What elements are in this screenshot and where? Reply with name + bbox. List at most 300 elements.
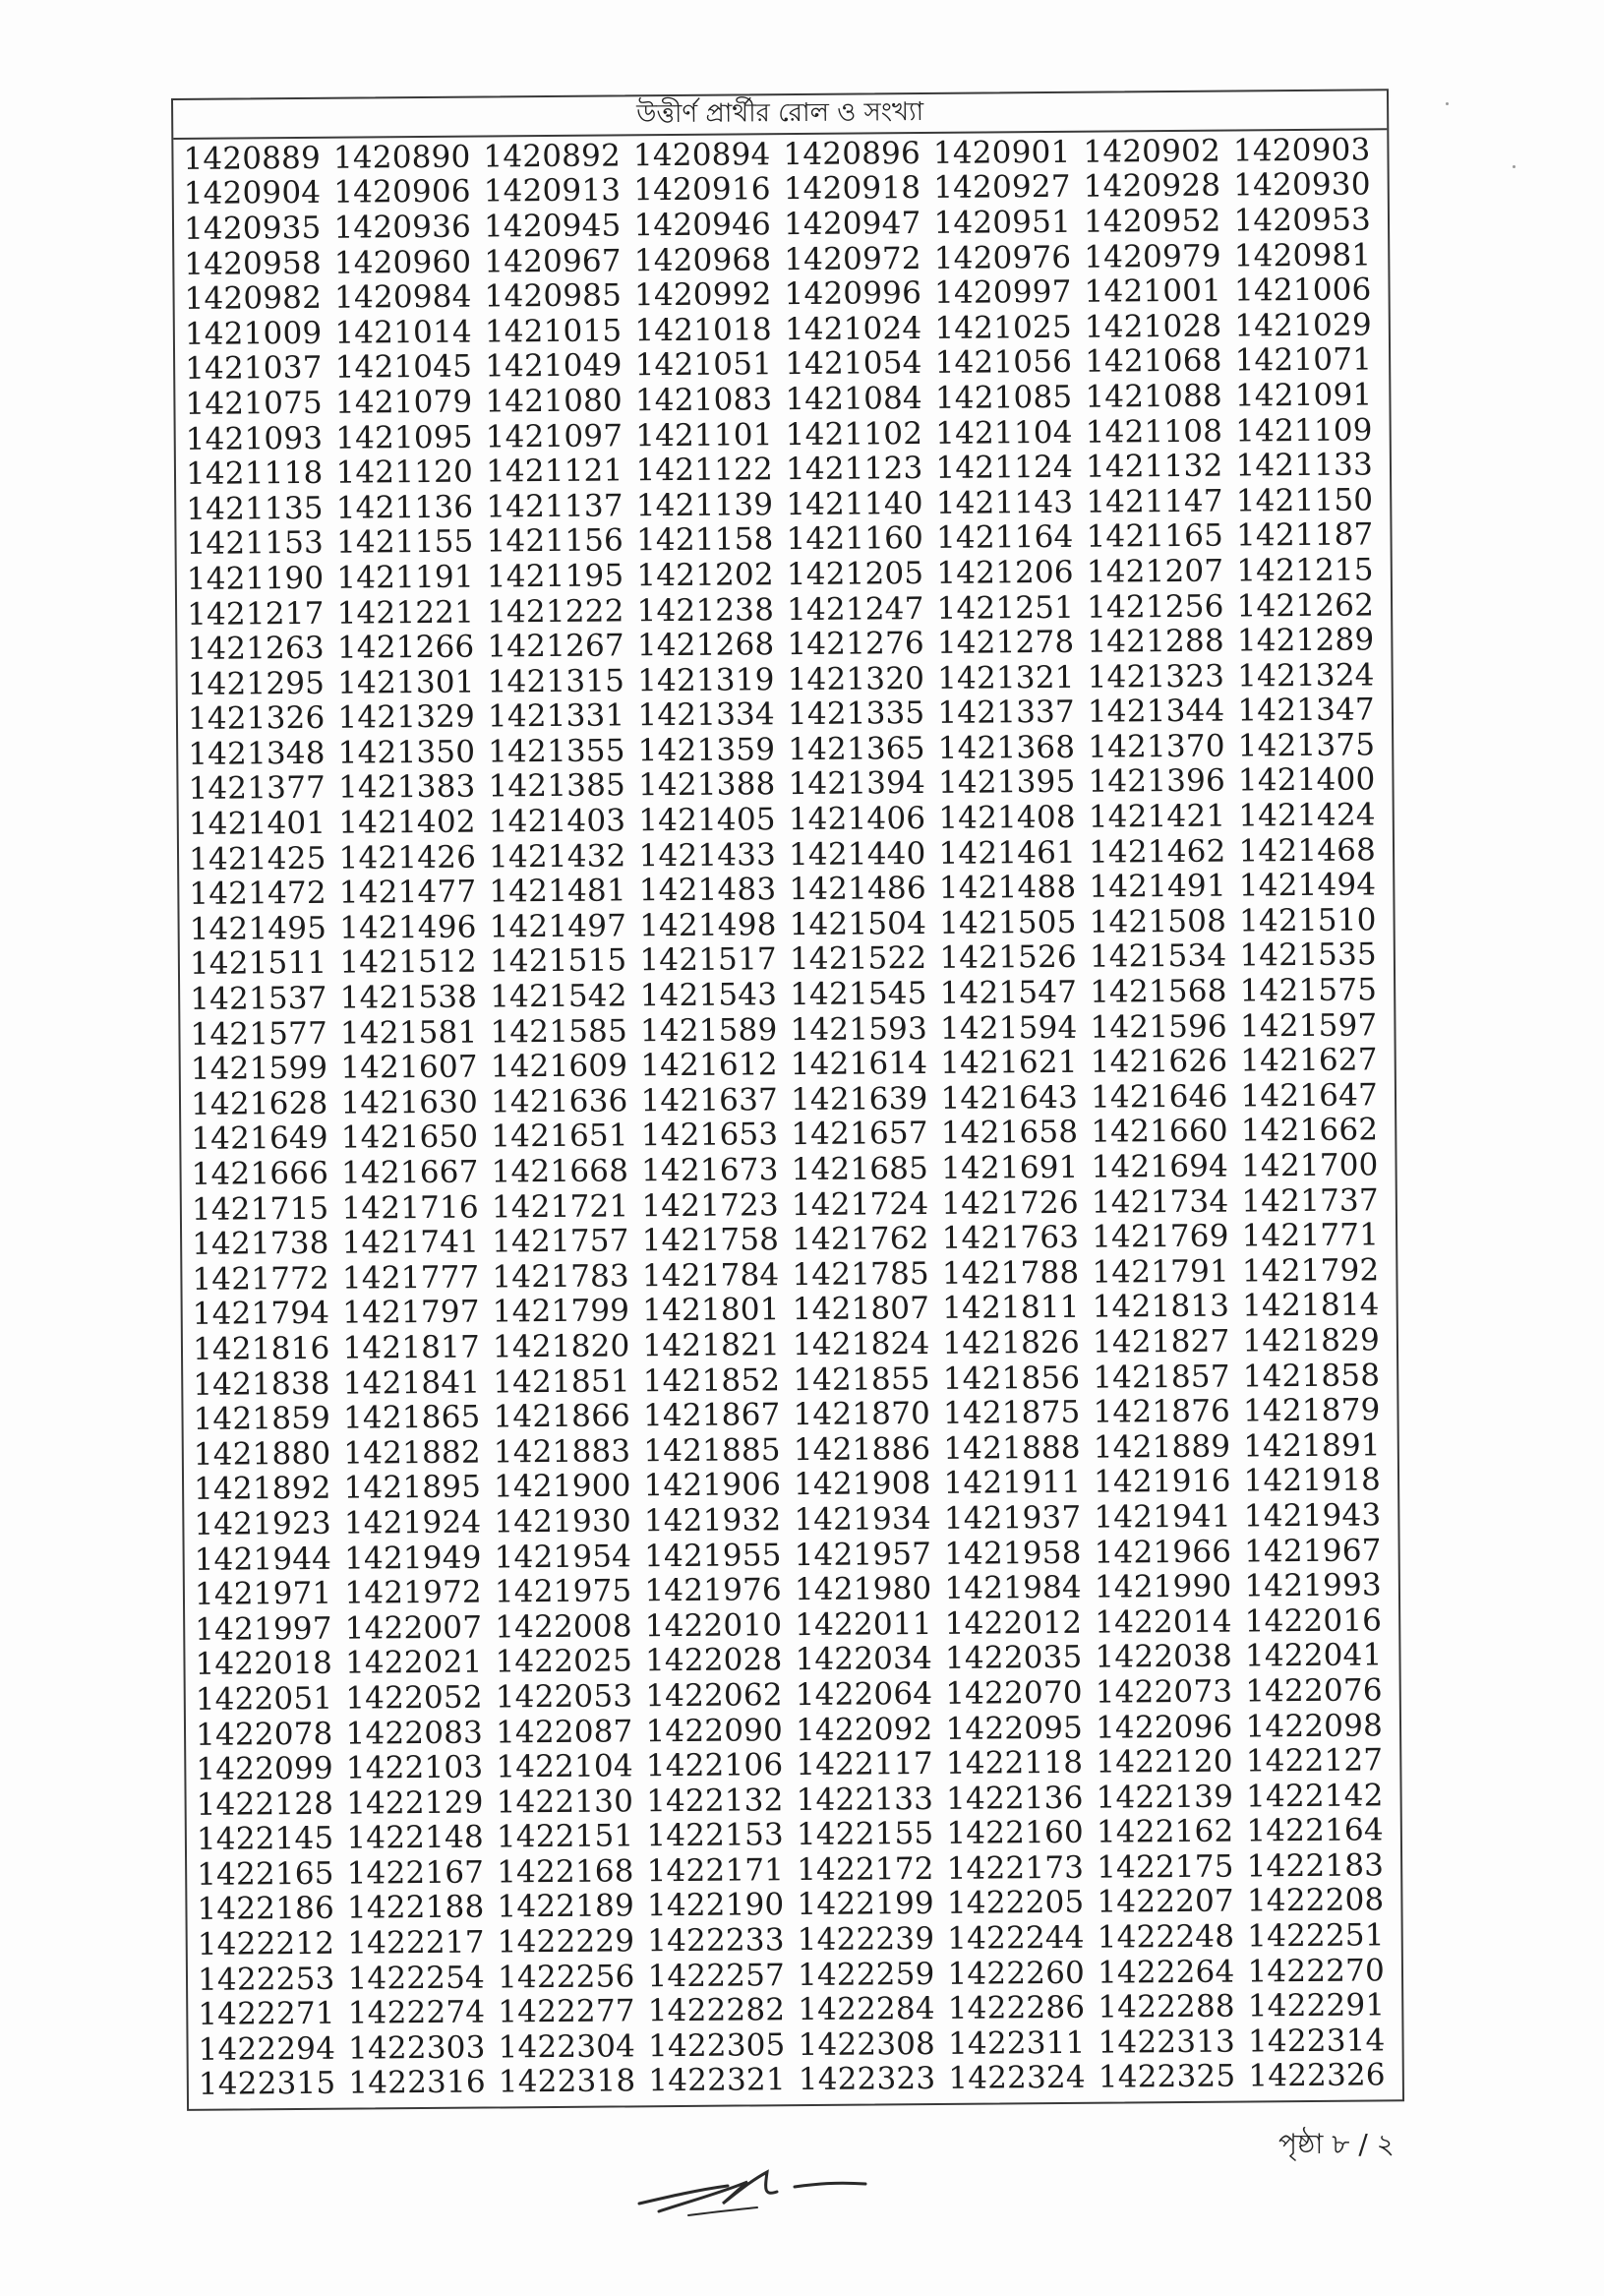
roll-number-cell: 1421326 [187,700,326,738]
roll-number-cell: 1421858 [1242,1357,1381,1395]
roll-number-cell: 1420946 [633,207,772,244]
roll-number-cell: 1421799 [492,1293,630,1330]
roll-number-cell: 1421088 [1085,378,1223,415]
roll-number-cell: 1421511 [189,945,327,983]
roll-number-cell: 1421816 [192,1330,330,1367]
roll-number-cell: 1421483 [638,872,777,909]
roll-number-cell: 1421104 [935,414,1073,452]
roll-number-cell: 1421497 [489,908,627,945]
roll-number-cell: 1421109 [1235,411,1373,450]
roll-number-cell: 1422011 [795,1605,932,1643]
roll-number-cell: 1421118 [185,454,324,493]
roll-number-cell: 1421133 [1235,447,1374,484]
roll-number-cell: 1421792 [1241,1252,1380,1290]
roll-number-cell: 1421875 [942,1394,1081,1432]
roll-number-cell: 1422018 [195,1646,333,1683]
roll-number-cell: 1421153 [186,525,325,563]
roll-number-cell: 1422286 [947,1990,1086,2027]
roll-number-cell: 1421075 [185,385,324,422]
roll-number-cell: 1421091 [1234,377,1373,414]
roll-number-cell: 1421028 [1084,308,1222,345]
roll-number-cell: 1421614 [790,1046,928,1083]
roll-number-cell: 1422117 [796,1746,933,1783]
roll-number-cell: 1421797 [342,1294,480,1332]
roll-number-cell: 1421477 [338,874,477,911]
roll-number-cell: 1421538 [339,979,478,1016]
roll-number-cell: 1422139 [1096,1779,1234,1816]
roll-number-cell: 1421980 [794,1571,932,1608]
roll-number-cell: 1422189 [497,1888,635,1925]
roll-number-cell: 1422064 [795,1675,933,1713]
roll-number-cell: 1421238 [636,591,775,629]
roll-number-cell: 1421757 [492,1223,629,1260]
roll-number-cell: 1421468 [1238,832,1377,870]
roll-number-cell: 1421051 [634,346,773,384]
roll-number-cell: 1421481 [489,873,626,910]
roll-number-cell: 1421975 [494,1573,632,1610]
roll-number-cell: 1421769 [1091,1218,1229,1255]
roll-number-cell: 1420992 [633,276,772,314]
roll-number-cell: 1421636 [490,1083,628,1120]
roll-number-cell: 1420901 [932,134,1071,171]
roll-number-cell: 1421488 [938,870,1077,907]
roll-number-cell: 1421324 [1237,657,1375,695]
roll-number-cell: 1421140 [786,485,923,522]
roll-number-cell: 1421512 [339,944,478,982]
roll-number-cell: 1421347 [1237,692,1376,729]
roll-number-cell: 1421135 [186,490,324,527]
roll-number-cell: 1420976 [933,239,1072,276]
roll-number-cell: 1422291 [1247,1987,1386,2024]
roll-number-cell: 1421627 [1240,1042,1378,1079]
roll-number-cell: 1421972 [344,1574,483,1611]
roll-number-cell: 1421716 [341,1189,479,1227]
roll-number-cell: 1422172 [797,1850,934,1888]
roll-number-cell: 1421425 [188,840,327,877]
roll-number-cell: 1420951 [933,204,1072,241]
roll-number-cell: 1422129 [345,1784,484,1822]
roll-number-cell: 1421724 [791,1185,929,1223]
roll-number-cell: 1422325 [1098,2059,1236,2096]
roll-number-cell: 1421335 [787,695,925,733]
roll-number-cell: 1422316 [348,2065,486,2102]
roll-number-cell: 1421395 [937,764,1076,802]
roll-number-cell: 1421120 [335,453,474,491]
roll-number-cell: 1422256 [497,1959,635,1996]
roll-number-cell: 1421515 [489,942,627,980]
roll-number-cell: 1422253 [197,1961,335,1998]
roll-number-cell: 1420981 [1233,236,1372,274]
roll-number-cell: 1421612 [640,1047,778,1084]
roll-number-cell: 1421542 [490,978,627,1015]
roll-number-cell: 1421783 [492,1258,630,1296]
roll-number-cell: 1422257 [647,1957,786,1994]
roll-number-cell: 1422021 [344,1644,483,1681]
roll-number-cell: 1421084 [785,380,923,418]
table-title: উত্তীর্ণ প্রার্থীর রোল ও সংখ্যা [173,91,1387,140]
roll-number-cell: 1422239 [797,1921,935,1959]
roll-number-cell: 1421266 [336,629,475,666]
roll-number-cell: 1421191 [336,559,474,596]
roll-number-cell: 1421505 [938,904,1077,941]
roll-number-cell: 1421785 [792,1255,930,1293]
roll-number-cell: 1421068 [1084,342,1222,381]
roll-number-cell: 1421923 [194,1505,331,1542]
roll-number-cell: 1421852 [642,1361,781,1399]
roll-number-cell: 1421071 [1234,341,1373,379]
roll-number-cell: 1421867 [642,1397,781,1434]
roll-number-cell: 1422073 [1095,1673,1233,1711]
scan-speck [1446,102,1449,105]
roll-number-cell: 1421495 [189,910,327,947]
roll-number-cell: 1422133 [796,1781,934,1818]
roll-number-cell: 1422028 [644,1642,783,1679]
roll-number-cell: 1421202 [636,557,774,594]
roll-number-cell: 1421301 [337,664,475,701]
roll-number-cell: 1421892 [193,1471,331,1508]
roll-number-cell: 1422076 [1245,1672,1383,1710]
roll-number-cell: 1422229 [497,1923,635,1961]
roll-number-grid [183,132,1398,2102]
roll-number-cell: 1421331 [487,697,625,735]
roll-number-cell: 1421794 [192,1296,330,1333]
roll-number-cell: 1420916 [633,171,771,209]
roll-number-cell: 1421150 [1235,482,1374,519]
roll-number-cell: 1421095 [335,419,473,456]
roll-number-cell: 1421402 [338,804,476,841]
roll-number-cell: 1421784 [641,1256,780,1295]
roll-number-cell: 1422294 [198,2030,336,2068]
roll-number-cell: 1421319 [637,661,775,698]
roll-number-cell: 1421037 [185,350,323,388]
roll-number-cell: 1421857 [1093,1359,1230,1396]
roll-number-cell: 1421205 [786,555,924,593]
roll-number-cell: 1422183 [1246,1847,1385,1885]
roll-number-cell: 1422041 [1244,1637,1383,1674]
roll-number-cell: 1422098 [1245,1707,1384,1744]
roll-number-cell: 1421882 [343,1434,481,1472]
roll-number-cell: 1420953 [1233,202,1372,239]
roll-number-cell: 1422303 [347,2029,486,2067]
roll-number-cell: 1421337 [937,695,1076,732]
roll-number-cell: 1421329 [337,698,476,736]
roll-number-cell: 1421045 [334,348,473,387]
roll-number-cell: 1421666 [191,1155,329,1192]
roll-number-cell: 1421880 [193,1435,331,1473]
roll-number-cell: 1421958 [944,1535,1082,1572]
roll-number-cell: 1421943 [1243,1497,1382,1535]
roll-number-cell: 1421440 [788,835,926,873]
roll-number-cell: 1422087 [495,1713,633,1750]
roll-number-cell: 1421737 [1241,1182,1379,1220]
roll-number-cell: 1421165 [1086,517,1224,556]
roll-number-cell: 1421097 [485,417,624,455]
roll-number-cell: 1421949 [344,1540,482,1577]
roll-number-cell: 1422007 [344,1609,483,1647]
roll-number-cell: 1422120 [1096,1743,1233,1781]
roll-number-cell: 1420945 [483,208,622,245]
roll-number-cell: 1422217 [347,1924,485,1962]
roll-number-cell: 1421348 [188,735,326,772]
roll-number-cell: 1421421 [1088,798,1226,835]
roll-number-cell: 1422308 [798,2025,936,2063]
roll-number-cell: 1421388 [637,766,776,804]
roll-number-cell: 1422326 [1248,2057,1386,2094]
roll-number-cell: 1421971 [194,1575,332,1612]
roll-number-cell: 1421155 [335,523,474,562]
roll-number-cell: 1422025 [495,1643,633,1680]
roll-number-cell: 1422014 [1095,1603,1232,1641]
roll-number-cell: 1421079 [334,384,473,421]
roll-number-cell: 1421136 [335,489,474,526]
roll-number-cell: 1421368 [937,729,1076,766]
roll-number-cell: 1421143 [935,484,1074,521]
roll-number-cell: 1422136 [945,1780,1084,1817]
roll-number-cell: 1421771 [1241,1217,1380,1254]
roll-number-cell: 1422052 [345,1679,483,1717]
roll-number-cell: 1422128 [196,1785,334,1823]
roll-number-cell: 1420979 [1084,238,1221,275]
roll-number-cell: 1421820 [492,1328,630,1365]
roll-number-cell: 1421508 [1089,903,1227,940]
roll-number-cell: 1421990 [1094,1568,1232,1605]
roll-number-cell: 1421941 [1094,1498,1231,1536]
roll-number-cell: 1421667 [340,1154,479,1191]
roll-number-cell: 1421658 [940,1115,1079,1152]
roll-number-cell: 1422173 [946,1849,1085,1887]
roll-number-cell: 1421049 [485,347,623,385]
roll-number-cell: 1422323 [798,2061,936,2098]
roll-number-cell: 1422034 [795,1641,933,1678]
roll-number-cell: 1420935 [183,210,322,247]
roll-number-cell: 1421741 [341,1224,480,1261]
roll-number-cell: 1421954 [494,1538,632,1576]
roll-number-cell: 1421829 [1242,1322,1381,1359]
roll-number-cell: 1422314 [1247,2023,1386,2060]
roll-number-cell: 1422315 [198,2066,336,2103]
roll-number-cell: 1422199 [797,1886,935,1923]
roll-number-cell: 1421930 [494,1503,631,1541]
roll-number-cell: 1421122 [635,452,774,489]
roll-number-cell: 1421461 [938,834,1077,872]
roll-number-cell: 1420952 [1083,203,1221,240]
roll-number-cell: 1421486 [789,871,926,908]
roll-number-cell: 1421772 [192,1260,330,1298]
roll-number-cell: 1421650 [340,1119,479,1157]
roll-number-cell: 1421596 [1090,1008,1228,1046]
roll-number-cell: 1421967 [1243,1532,1382,1570]
roll-number-cell: 1420896 [783,135,921,172]
roll-number-cell: 1421323 [1087,658,1225,695]
roll-number-cell: 1422035 [944,1640,1083,1677]
roll-number-cell: 1421626 [1090,1043,1228,1080]
roll-number-cell: 1421721 [491,1187,629,1226]
roll-number-cell: 1422288 [1098,1988,1235,2025]
roll-number-cell: 1422051 [195,1680,333,1718]
roll-number-cell: 1421426 [338,839,477,876]
roll-number-cell: 1422078 [195,1716,333,1753]
roll-number-cell: 1422175 [1097,1848,1234,1886]
roll-number-cell: 1422118 [945,1744,1084,1782]
roll-number-cell: 1421276 [787,626,924,663]
roll-number-cell: 1421195 [486,558,624,595]
roll-number-cell: 1421630 [340,1084,479,1121]
roll-number-cell: 1421262 [1236,586,1375,625]
roll-number-cell: 1421408 [938,799,1076,836]
roll-number-cell: 1421545 [790,976,927,1013]
roll-number-cell: 1421268 [636,627,775,664]
roll-number-cell: 1421653 [640,1117,779,1154]
roll-number-cell: 1421207 [1086,553,1224,590]
roll-number-cell: 1421647 [1240,1077,1379,1115]
roll-number-cell: 1420947 [783,206,921,243]
roll-number-cell: 1422305 [647,2027,786,2065]
roll-number-cell: 1420997 [933,273,1072,312]
roll-number-cell: 1421025 [934,309,1072,346]
roll-number-cell: 1421101 [635,416,773,453]
roll-number-cell: 1421826 [942,1324,1081,1361]
roll-number-cell: 1421966 [1094,1534,1232,1571]
roll-number-cell: 1421375 [1237,727,1376,764]
roll-number-cell: 1421018 [634,311,772,349]
roll-number-cell: 1420892 [483,138,622,175]
roll-number-cell: 1421093 [185,420,324,457]
roll-number-cell: 1422127 [1245,1742,1384,1780]
roll-number-cell: 1422167 [346,1854,485,1892]
roll-number-cell: 1421496 [338,909,477,946]
roll-number-cell: 1420972 [784,240,921,277]
roll-number-cell: 1422190 [646,1887,785,1924]
roll-number-cell: 1422130 [496,1783,634,1821]
roll-number-cell: 1422083 [345,1715,484,1752]
roll-number-cell: 1422188 [346,1890,485,1927]
roll-number-cell: 1421685 [791,1151,929,1188]
roll-number-cell: 1421879 [1242,1392,1381,1429]
roll-number-cell: 1422321 [648,2062,786,2099]
roll-number-cell: 1421029 [1234,307,1372,344]
roll-number-cell: 1422186 [197,1891,335,1928]
roll-number-cell: 1420918 [783,170,921,208]
roll-number-cell: 1421639 [790,1080,928,1118]
roll-number-cell: 1421385 [488,767,626,805]
roll-number-cell: 1421900 [493,1468,631,1505]
roll-number-cell: 1421522 [789,940,927,978]
roll-number-cell: 1422148 [346,1819,485,1856]
roll-number-cell: 1422277 [498,1993,635,2030]
roll-number-cell: 1421123 [785,451,923,488]
roll-number-cell: 1421370 [1088,728,1225,765]
roll-number-cell: 1421801 [642,1292,780,1329]
roll-number-cell: 1421498 [638,907,777,944]
roll-number-cell: 1421811 [942,1290,1080,1327]
roll-number-cell: 1421651 [491,1118,628,1155]
roll-number-cell: 1421534 [1089,938,1227,976]
roll-number-cell: 1421594 [939,1009,1078,1047]
roll-number-cell: 1421694 [1091,1148,1229,1185]
roll-number-cell: 1422311 [947,2024,1086,2062]
roll-number-cell: 1421288 [1087,623,1224,660]
roll-number-cell: 1421256 [1086,588,1224,626]
roll-number-cell: 1421777 [341,1259,480,1297]
roll-number-cell: 1422132 [645,1782,784,1819]
roll-number-cell: 1421824 [792,1325,930,1363]
roll-number-cell: 1421263 [187,630,326,667]
roll-number-cell: 1422038 [1095,1638,1233,1675]
roll-number-cell: 1422062 [645,1677,783,1715]
roll-number-cell: 1421649 [191,1120,328,1158]
roll-number-cell: 1421715 [191,1190,329,1228]
roll-number-cell: 1420967 [484,242,622,280]
roll-number-cell: 1421895 [343,1469,482,1507]
roll-number-cell: 1421691 [940,1149,1079,1186]
roll-number-cell: 1420904 [183,175,322,212]
roll-number-cell: 1420996 [784,275,922,313]
roll-number-cell: 1421700 [1240,1147,1379,1184]
signature-image [629,2143,895,2231]
roll-number-cell: 1421660 [1091,1114,1228,1151]
roll-number-cell: 1421814 [1242,1287,1380,1324]
roll-number-cell: 1422304 [498,2028,636,2066]
roll-number-cell: 1421568 [1090,973,1227,1010]
roll-number-cell: 1421394 [788,765,926,803]
roll-number-cell: 1421537 [190,980,327,1017]
roll-number-cell: 1421251 [936,589,1075,627]
roll-number-cell: 1422053 [495,1678,633,1716]
roll-number-cell: 1422207 [1097,1884,1235,1921]
roll-number-cell: 1421599 [190,1051,328,1088]
roll-number-cell: 1421932 [643,1502,782,1540]
roll-number-cell: 1421906 [643,1467,782,1504]
roll-number-cell: 1420958 [184,245,322,282]
roll-number-cell: 1421009 [184,315,323,352]
roll-number-cell: 1421494 [1238,867,1377,904]
roll-number-cell: 1421841 [342,1364,481,1402]
roll-number-cell: 1420984 [333,278,472,316]
roll-number-cell: 1421156 [486,522,624,560]
roll-number-cell: 1421788 [941,1254,1080,1292]
roll-number-cell: 1421517 [639,941,778,979]
roll-number-cell: 1421137 [486,488,624,525]
roll-number-cell: 1421885 [643,1431,781,1470]
roll-number-cell: 1422318 [498,2063,636,2100]
roll-number-cell: 1421158 [635,521,774,559]
roll-number-cell: 1421108 [1085,413,1223,451]
roll-number-cell: 1421006 [1233,272,1372,309]
roll-number-cell: 1421289 [1236,622,1375,659]
roll-number-cell: 1422160 [946,1815,1084,1852]
roll-number-cell: 1421015 [484,313,623,350]
roll-number-cell: 1421937 [943,1499,1082,1537]
roll-number-cell: 1421886 [793,1430,931,1468]
roll-number-cell: 1421643 [940,1079,1079,1117]
roll-number-cell: 1421876 [1093,1393,1231,1430]
roll-number-cell: 1421911 [943,1465,1082,1502]
roll-number-cell: 1421432 [488,838,626,876]
roll-number-cell: 1421944 [194,1541,332,1578]
roll-number-cell: 1422171 [646,1852,785,1890]
roll-number-cell: 1421472 [189,876,327,913]
roll-number-cell: 1421400 [1237,761,1376,799]
roll-number-cell: 1422090 [645,1712,784,1749]
roll-number-cell: 1422010 [644,1606,783,1644]
roll-number-cell: 1422324 [948,2060,1086,2097]
roll-number-cell: 1421628 [190,1085,328,1122]
roll-number-cell: 1420890 [332,139,471,176]
page-number: পৃষ্ঠা ৮ / ২ [1278,2128,1395,2160]
roll-number-cell: 1422233 [647,1922,785,1960]
roll-number-cell: 1421405 [638,802,776,839]
roll-number-cell: 1421870 [793,1396,931,1433]
